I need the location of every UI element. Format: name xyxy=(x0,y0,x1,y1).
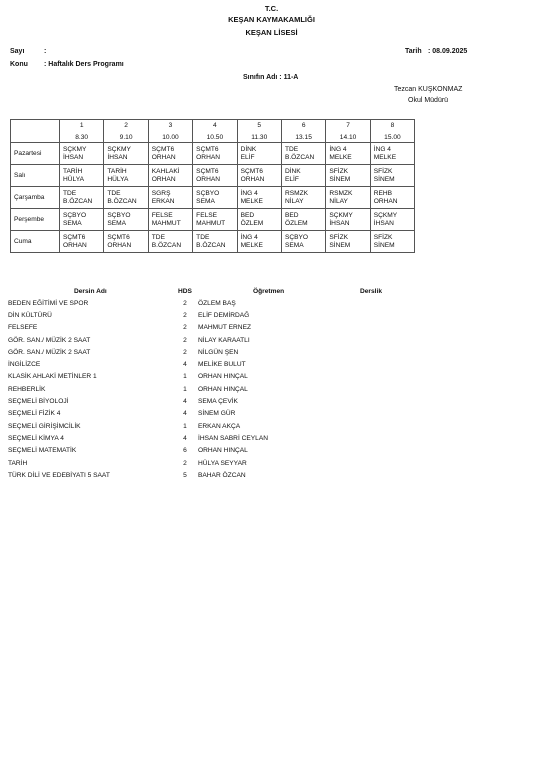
lesson-row xyxy=(8,297,398,309)
lesson-code: SÇBYO xyxy=(196,189,220,197)
lesson-row xyxy=(8,469,398,481)
lesson-teacher: SİNEM xyxy=(373,175,395,183)
lesson-teacher: SEMA xyxy=(107,219,127,227)
course-teacher: ORHAN HINÇAL xyxy=(198,447,248,455)
course-hds: 5 xyxy=(183,471,187,479)
tarih-value: : 08.09.2025 xyxy=(428,48,468,55)
course-room xyxy=(360,383,398,395)
day-name: Salı xyxy=(11,165,60,187)
lesson-teacher: MELKE xyxy=(240,241,263,249)
lesson-code: SFİZK xyxy=(329,233,349,241)
lesson-teacher: HÜLYA xyxy=(63,175,85,183)
lesson-cell xyxy=(193,187,237,209)
lesson-code: TDE xyxy=(284,145,299,153)
lesson-code: SÇBYO xyxy=(284,233,309,241)
lesson-cell xyxy=(60,231,104,253)
lesson-code: SGRŞ xyxy=(151,189,171,197)
room-column-header: Derslik xyxy=(360,287,382,295)
course-name: SEÇMELİ MATEMATİK xyxy=(8,447,77,455)
lesson-row xyxy=(8,432,398,444)
lesson-code: SÇKMY xyxy=(63,145,87,153)
lesson-cell xyxy=(104,231,148,253)
course-teacher: NİLAY KARAATLI xyxy=(198,336,250,344)
course-room xyxy=(360,445,398,457)
lesson-teacher: ORHAN xyxy=(240,175,265,183)
lesson-row xyxy=(8,383,398,395)
course-room xyxy=(360,346,398,358)
schedule-day-row xyxy=(11,209,415,231)
lesson-cell xyxy=(60,143,104,165)
course-room xyxy=(360,395,398,407)
period-time: 10.00 xyxy=(162,134,179,141)
tarih-label: Tarih xyxy=(405,48,422,55)
course-column-header: Dersin Adı xyxy=(74,287,107,295)
course-hds: 1 xyxy=(183,373,187,381)
lesson-teacher: NİLAY xyxy=(284,197,304,205)
lesson-code: SÇKMY xyxy=(107,145,131,153)
day-name: Pazartesi xyxy=(11,143,60,165)
header-kaymakamlik: KEŞAN KAYMAKAMLIĞI xyxy=(228,15,315,24)
lesson-cell xyxy=(281,209,325,231)
lesson-row xyxy=(8,309,398,321)
course-room xyxy=(360,432,398,444)
schedule-day-row xyxy=(11,187,415,209)
period-header-cell xyxy=(370,120,414,143)
course-name: İNGİLİZCE xyxy=(8,361,41,369)
course-name: SEÇMELİ GİRİŞİMCİLİK xyxy=(8,422,81,430)
lesson-teacher: ERKAN xyxy=(151,197,175,205)
lesson-teacher: ORHAN xyxy=(196,153,220,161)
lesson-code: TARİH xyxy=(107,167,127,175)
lesson-cell xyxy=(326,209,370,231)
schedule-day-row xyxy=(11,143,415,165)
principal-name: Tezcan KUŞKONMAZ xyxy=(394,86,463,93)
course-teacher: ERKAN AKÇA xyxy=(198,422,241,430)
lesson-code: KAHLAKİ xyxy=(151,167,180,175)
period-header-cell xyxy=(193,120,237,143)
lesson-code: TDE xyxy=(151,233,165,241)
lesson-row xyxy=(8,408,398,420)
course-room xyxy=(360,322,398,334)
lesson-cell xyxy=(370,231,414,253)
period-number: 7 xyxy=(346,122,350,129)
lesson-cell xyxy=(370,143,414,165)
lesson-teacher: MELKE xyxy=(240,197,263,205)
period-time: 11.30 xyxy=(251,134,268,141)
lesson-code: RSMZK xyxy=(284,189,309,197)
period-header-cell xyxy=(281,120,325,143)
lesson-cell xyxy=(326,143,370,165)
sayi-separator: : xyxy=(44,48,47,55)
lesson-code: SÇKMY xyxy=(373,211,398,219)
lesson-teacher: MAHMUT xyxy=(151,219,181,227)
lesson-code: SFİZK xyxy=(373,233,393,241)
lesson-code: SFİZK xyxy=(373,167,393,175)
lesson-code: İNG 4 xyxy=(329,145,347,153)
course-hds: 4 xyxy=(183,361,187,369)
course-hds: 1 xyxy=(183,422,187,430)
lesson-cell xyxy=(237,187,281,209)
lesson-code: SÇMT6 xyxy=(107,233,130,241)
lesson-cell xyxy=(326,187,370,209)
day-name: Cuma xyxy=(11,231,60,253)
lesson-cell xyxy=(193,165,237,187)
period-number: 3 xyxy=(168,122,173,129)
lesson-cell xyxy=(148,143,192,165)
lesson-row xyxy=(8,420,398,432)
lesson-cell xyxy=(281,143,325,165)
course-name: SEÇMELİ KİMYA 4 xyxy=(8,434,64,442)
course-teacher: ÖZLEM BAŞ xyxy=(198,299,236,307)
lesson-code: SÇMT6 xyxy=(196,145,219,153)
lesson-cell xyxy=(193,209,237,231)
lesson-teacher: ÖZLEM xyxy=(240,219,264,227)
lesson-row xyxy=(8,322,398,334)
course-room xyxy=(360,371,398,383)
course-name: BEDEN EĞİTİMİ VE SPOR xyxy=(8,299,89,307)
weekly-schedule-table xyxy=(10,119,415,253)
lesson-code: DİNK xyxy=(240,145,257,153)
period-header-cell xyxy=(104,120,148,143)
principal-title: Okul Müdürü xyxy=(408,97,449,104)
period-number: 2 xyxy=(124,122,128,129)
header-school: KEŞAN LİSESİ xyxy=(245,28,298,37)
lesson-cell xyxy=(148,165,192,187)
course-name: FELSEFE xyxy=(8,324,38,332)
period-header-cell xyxy=(60,120,104,143)
course-teacher: SEMA ÇEVİK xyxy=(198,398,238,406)
lesson-teacher: ORHAN xyxy=(63,241,87,249)
header-tc: T.C. xyxy=(264,4,279,13)
lesson-teacher: ELİF xyxy=(240,153,255,161)
lesson-code: DİNK xyxy=(284,167,301,175)
period-number: 5 xyxy=(257,122,262,129)
course-hds: 4 xyxy=(183,398,187,406)
course-hds: 2 xyxy=(183,311,187,319)
lesson-cell xyxy=(370,165,414,187)
course-teacher: BAHAR ÖZCAN xyxy=(198,471,246,479)
lesson-cell xyxy=(104,143,148,165)
lesson-teacher: SEMA xyxy=(196,197,215,205)
lesson-cell xyxy=(281,187,325,209)
lesson-cell xyxy=(60,165,104,187)
lesson-row xyxy=(8,445,398,457)
lessons-header-row xyxy=(8,285,398,297)
lesson-cell xyxy=(148,231,192,253)
lesson-cell xyxy=(370,209,414,231)
lesson-cell xyxy=(237,209,281,231)
course-room xyxy=(360,457,398,469)
course-room xyxy=(360,309,398,321)
course-hds: 2 xyxy=(183,459,187,467)
lesson-teacher: SİNEM xyxy=(329,175,351,183)
teacher-column-header: Öğretmen xyxy=(253,287,285,295)
lesson-code: TDE xyxy=(196,233,210,241)
course-room xyxy=(360,469,398,481)
period-time: 9.10 xyxy=(119,134,133,141)
period-number: 8 xyxy=(390,122,395,129)
course-teacher: ORHAN HINÇAL xyxy=(198,373,248,381)
lesson-teacher: NİLAY xyxy=(329,197,348,205)
lesson-teacher: MELKE xyxy=(329,153,352,161)
course-room xyxy=(360,408,398,420)
schedule-corner-cell xyxy=(11,120,60,143)
period-time: 14.10 xyxy=(339,134,357,141)
lesson-teacher: ORHAN xyxy=(373,197,398,205)
course-name: REHBERLİK xyxy=(8,385,46,393)
lesson-row xyxy=(8,358,398,370)
period-number: 6 xyxy=(301,122,306,129)
course-teacher: MAHMUT ERNEZ xyxy=(198,324,251,332)
course-room xyxy=(360,420,398,432)
course-teacher: SİNEM GÜR xyxy=(198,410,236,418)
schedule-day-row xyxy=(11,231,415,253)
course-teacher: NİLGÜN ŞEN xyxy=(198,348,239,356)
lesson-teacher: B.ÖZCAN xyxy=(107,197,137,205)
lesson-code: BED xyxy=(240,211,255,219)
course-name: SEÇMELİ FİZİK 4 xyxy=(8,410,61,418)
course-hds: 6 xyxy=(183,447,187,455)
course-teacher: İHSAN SABRİ CEYLAN xyxy=(198,434,268,442)
course-teacher: ELİF DEMİRDAĞ xyxy=(198,311,250,319)
course-name: KLASİK AHLAKİ METİNLER 1 xyxy=(8,373,97,381)
lesson-cell xyxy=(326,231,370,253)
lesson-cell xyxy=(237,231,281,253)
period-time: 10.50 xyxy=(206,134,224,141)
konu-label: Konu xyxy=(10,61,28,68)
lesson-teacher: İHSAN xyxy=(373,219,394,227)
course-hds: 2 xyxy=(183,336,187,344)
lesson-code: TARİH xyxy=(63,167,83,175)
period-number: 4 xyxy=(213,122,217,129)
lesson-teacher: MAHMUT xyxy=(196,219,226,227)
lesson-teacher: MELKE xyxy=(373,153,397,161)
lesson-code: SÇMT6 xyxy=(240,167,263,175)
lesson-cell xyxy=(104,209,148,231)
lesson-cell xyxy=(193,143,237,165)
lessons-table xyxy=(8,285,398,481)
lesson-code: SÇKMY xyxy=(329,211,353,219)
lesson-code: TDE xyxy=(107,189,121,197)
lesson-teacher: İHSAN xyxy=(107,153,128,161)
course-hds: 4 xyxy=(183,434,187,442)
lesson-teacher: İHSAN xyxy=(329,219,350,227)
lesson-code: FELSE xyxy=(151,211,173,219)
lesson-teacher: B.ÖZCAN xyxy=(151,241,182,249)
lesson-code: SÇBYO xyxy=(63,211,87,219)
day-name: Çarşamba xyxy=(11,187,60,209)
lesson-row xyxy=(8,395,398,407)
schedule-header-row xyxy=(11,120,415,143)
lesson-teacher: ORHAN xyxy=(151,175,176,183)
lesson-teacher: SİNEM xyxy=(373,241,395,249)
schedule-day-row xyxy=(11,165,415,187)
lesson-cell xyxy=(281,165,325,187)
lesson-row xyxy=(8,346,398,358)
lesson-teacher: ORHAN xyxy=(107,241,132,249)
lesson-teacher: SEMA xyxy=(284,241,304,249)
konu-value: : Haftalık Ders Programı xyxy=(44,61,124,68)
lesson-code: SÇMT6 xyxy=(196,167,219,175)
course-name: SEÇMELİ BİYOLOJİ xyxy=(8,398,69,406)
course-hds: 4 xyxy=(183,410,187,418)
lesson-teacher: B.ÖZCAN xyxy=(196,241,226,249)
lesson-teacher: SEMA xyxy=(63,219,82,227)
course-teacher: HÜLYA SEYYAR xyxy=(198,459,247,467)
course-teacher: ORHAN HINÇAL xyxy=(198,385,248,393)
lesson-code: İNG 4 xyxy=(373,145,391,153)
lesson-cell xyxy=(104,187,148,209)
lesson-cell xyxy=(281,231,325,253)
course-room xyxy=(360,334,398,346)
lesson-cell xyxy=(148,187,192,209)
hds-column-header: HDS xyxy=(178,287,192,295)
period-time: 13.15 xyxy=(295,134,312,141)
lesson-cell xyxy=(104,165,148,187)
course-name: GÖR. SAN./ MÜZİK 2 SAAT xyxy=(8,348,91,356)
course-hds: 2 xyxy=(183,299,187,307)
lesson-row xyxy=(8,457,398,469)
course-teacher: MELİKE BULUT xyxy=(198,361,246,369)
lesson-cell xyxy=(60,187,104,209)
lesson-code: İNG 4 xyxy=(240,233,258,241)
lesson-teacher: İHSAN xyxy=(63,153,84,161)
lesson-code: İNG 4 xyxy=(240,189,258,197)
lesson-code: SFİZK xyxy=(329,167,349,175)
course-name: DİN KÜLTÜRÜ xyxy=(8,311,52,319)
lesson-cell xyxy=(326,165,370,187)
course-name: TARİH xyxy=(8,459,28,467)
period-time: 15.00 xyxy=(384,134,401,141)
lesson-teacher: ÖZLEM xyxy=(284,219,308,227)
period-header-cell xyxy=(326,120,370,143)
course-name: GÖR. SAN./ MÜZİK 2 SAAT xyxy=(8,336,91,344)
course-hds: 1 xyxy=(183,385,187,393)
lesson-row xyxy=(8,371,398,383)
course-room xyxy=(360,297,398,309)
lesson-code: FELSE xyxy=(196,211,218,219)
course-name: TÜRK DİLİ VE EDEBİYATI 5 SAAT xyxy=(8,471,110,479)
lesson-teacher: ELİF xyxy=(284,175,299,183)
lesson-row xyxy=(8,334,398,346)
lesson-teacher: ORHAN xyxy=(151,153,176,161)
lesson-teacher: SİNEM xyxy=(329,241,351,249)
sayi-label: Sayı xyxy=(10,48,25,55)
lesson-code: RSMZK xyxy=(329,189,353,197)
class-name: Sınıfın Adı : 11-A xyxy=(243,74,299,81)
period-header-cell xyxy=(237,120,281,143)
lesson-cell xyxy=(237,165,281,187)
lesson-teacher: B.ÖZCAN xyxy=(63,197,93,205)
lesson-cell xyxy=(193,231,237,253)
lesson-code: REHB xyxy=(373,189,393,197)
period-number: 1 xyxy=(79,122,84,129)
course-hds: 2 xyxy=(183,348,187,356)
lesson-code: BED xyxy=(284,211,299,219)
lesson-cell xyxy=(60,209,104,231)
lesson-teacher: B.ÖZCAN xyxy=(284,153,315,161)
day-name: Perşembe xyxy=(11,209,60,231)
course-hds: 2 xyxy=(183,324,187,332)
lesson-code: SÇBYO xyxy=(107,211,131,219)
lesson-cell xyxy=(370,187,414,209)
lesson-cell xyxy=(237,143,281,165)
lesson-code: SÇMT6 xyxy=(151,145,175,153)
lesson-cell xyxy=(148,209,192,231)
lesson-teacher: HÜLYA xyxy=(107,175,129,183)
period-time: 8.30 xyxy=(75,134,89,141)
lesson-code: SÇMT6 xyxy=(63,233,86,241)
course-room xyxy=(360,358,398,370)
period-header-cell xyxy=(148,120,192,143)
lesson-teacher: ORHAN xyxy=(196,175,220,183)
lesson-code: TDE xyxy=(63,189,77,197)
